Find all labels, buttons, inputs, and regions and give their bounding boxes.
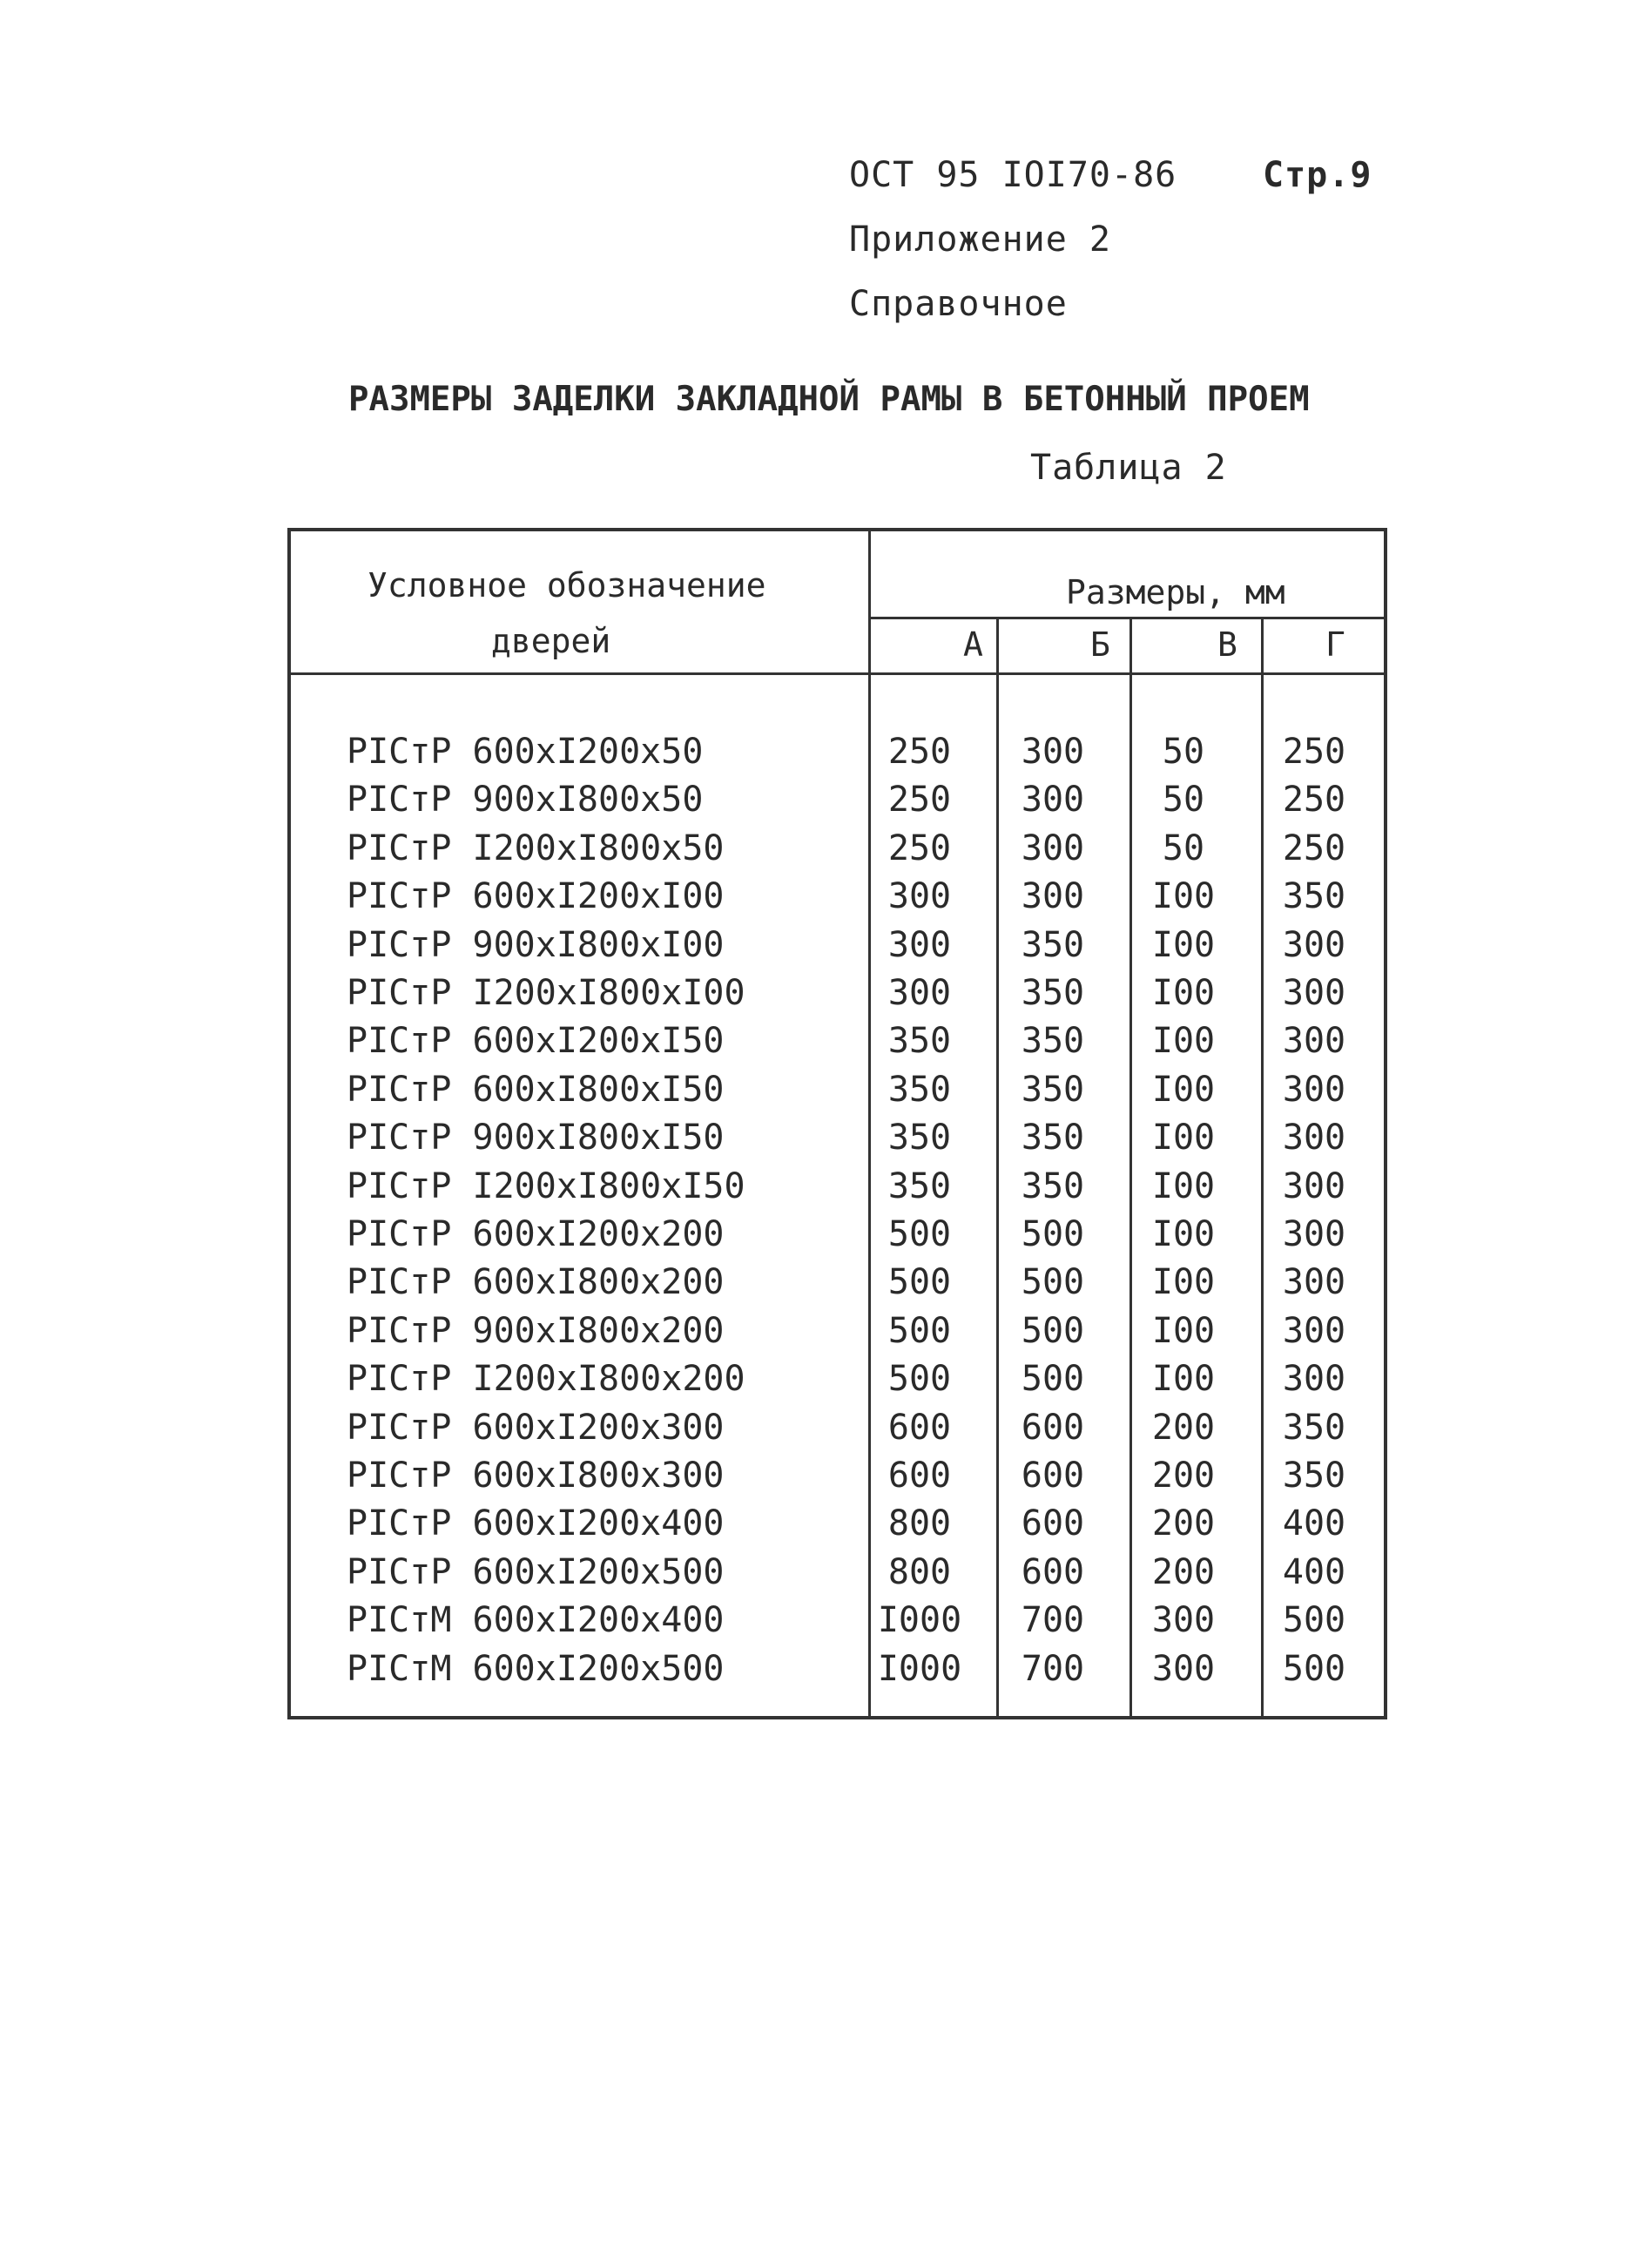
door-designation: PICтP 900xI800x50	[347, 780, 704, 821]
size-g-value: 350	[1282, 1407, 1346, 1448]
size-a-value: 500	[887, 1214, 952, 1254]
size-a-value: 250	[887, 780, 952, 821]
door-designation: PICтP 600xI800xI50	[347, 1069, 725, 1110]
designation-header: Условное обозначение	[367, 566, 766, 605]
size-a-value: 600	[887, 1407, 952, 1448]
size-b-value: 300	[1021, 876, 1085, 917]
size-v-value: 200	[1151, 1407, 1216, 1448]
column-header-g: Г	[1325, 625, 1345, 664]
size-g-value: 300	[1282, 1262, 1346, 1303]
size-g-value: 300	[1282, 1310, 1346, 1351]
size-v-value: 50	[1162, 780, 1205, 821]
size-a-value: I000	[877, 1600, 962, 1641]
size-v-value: 200	[1151, 1503, 1216, 1544]
size-b-value: 350	[1021, 1021, 1085, 1062]
size-b-value: 350	[1021, 924, 1085, 965]
size-a-value: 350	[887, 1118, 952, 1159]
size-b-value: 600	[1021, 1456, 1085, 1496]
size-b-value: 500	[1021, 1310, 1085, 1351]
size-g-value: 300	[1282, 973, 1346, 1013]
size-b-value: 500	[1021, 1262, 1085, 1303]
door-designation: PICтP 600xI200x400	[347, 1503, 725, 1544]
size-v-value: I00	[1151, 924, 1216, 965]
size-v-value: I00	[1151, 1118, 1216, 1159]
door-designation: PICтM 600xI200x400	[347, 1600, 725, 1641]
header-divider	[868, 617, 1384, 619]
size-v-value: 200	[1151, 1456, 1216, 1496]
door-designation: PICтP 600xI200x200	[347, 1214, 725, 1254]
size-g-value: 400	[1282, 1551, 1346, 1592]
size-b-value: 300	[1021, 780, 1085, 821]
size-v-value: I00	[1151, 973, 1216, 1013]
size-v-value: I00	[1151, 876, 1216, 917]
door-designation: PICтP I200xI800x200	[347, 1359, 745, 1400]
size-v-value: 300	[1151, 1600, 1216, 1641]
size-b-value: 350	[1021, 1069, 1085, 1110]
size-g-value: 350	[1282, 1456, 1346, 1496]
column-header-a: А	[963, 625, 983, 664]
column-divider	[996, 617, 999, 1716]
size-a-value: 350	[887, 1069, 952, 1110]
size-b-value: 600	[1021, 1407, 1085, 1448]
door-designation: PICтP 900xI800x200	[347, 1310, 725, 1351]
size-b-value: 500	[1021, 1359, 1085, 1400]
size-b-value: 600	[1021, 1551, 1085, 1592]
door-designation: PICтM 600xI200x500	[347, 1648, 725, 1689]
size-b-value: 350	[1021, 1118, 1085, 1159]
size-a-value: 300	[887, 924, 952, 965]
size-b-value: 300	[1021, 828, 1085, 868]
door-designation: PICтP I200xI800xI50	[347, 1165, 745, 1206]
size-a-value: 800	[887, 1503, 952, 1544]
size-a-value: 500	[887, 1262, 952, 1303]
size-g-value: 300	[1282, 1214, 1346, 1254]
size-g-value: 300	[1282, 1021, 1346, 1062]
door-designation: PICтP 600xI200x50	[347, 732, 704, 772]
door-designation: PICтP 600xI200xI50	[347, 1021, 725, 1062]
size-g-value: 300	[1282, 924, 1346, 965]
sizes-header: Размеры, мм	[1066, 573, 1285, 611]
door-designation: PICтP I200xI800xI00	[347, 973, 745, 1013]
door-designation: PICтP 600xI800x200	[347, 1262, 725, 1303]
size-g-value: 500	[1282, 1600, 1346, 1641]
size-a-value: 300	[887, 876, 952, 917]
size-g-value: 500	[1282, 1648, 1346, 1689]
size-v-value: 300	[1151, 1648, 1216, 1689]
dimensions-table	[287, 528, 1387, 1719]
size-a-value: 350	[887, 1165, 952, 1206]
size-v-value: 200	[1151, 1551, 1216, 1592]
size-v-value: I00	[1151, 1310, 1216, 1351]
size-v-value: I00	[1151, 1021, 1216, 1062]
size-v-value: I00	[1151, 1069, 1216, 1110]
size-g-value: 250	[1282, 732, 1346, 772]
designation-header-cont: дверей	[491, 622, 611, 660]
size-b-value: 700	[1021, 1648, 1085, 1689]
table-label: Таблица 2	[1030, 448, 1227, 488]
size-a-value: 300	[887, 973, 952, 1013]
size-v-value: I00	[1151, 1214, 1216, 1254]
size-g-value: 250	[1282, 780, 1346, 821]
column-header-b: Б	[1090, 625, 1110, 664]
page-number: Стр.9	[1263, 155, 1372, 195]
appendix-label: Приложение 2	[849, 220, 1111, 260]
size-v-value: I00	[1151, 1262, 1216, 1303]
size-b-value: 600	[1021, 1503, 1085, 1544]
door-designation: PICтP 600xI800x300	[347, 1456, 725, 1496]
door-designation: PICтP 900xI800xI50	[347, 1118, 725, 1159]
size-a-value: 350	[887, 1021, 952, 1062]
size-g-value: 300	[1282, 1069, 1346, 1110]
door-designation: PICтP 600xI200x500	[347, 1551, 725, 1592]
size-a-value: 500	[887, 1359, 952, 1400]
header-bottom-line	[291, 672, 1384, 675]
size-a-value: 800	[887, 1551, 952, 1592]
size-v-value: I00	[1151, 1359, 1216, 1400]
size-b-value: 300	[1021, 732, 1085, 772]
size-g-value: 300	[1282, 1359, 1346, 1400]
size-v-value: 50	[1162, 828, 1205, 868]
size-g-value: 350	[1282, 876, 1346, 917]
size-b-value: 350	[1021, 1165, 1085, 1206]
door-designation: PICтP I200xI800x50	[347, 828, 725, 868]
size-a-value: 250	[887, 732, 952, 772]
size-a-value: I000	[877, 1648, 962, 1689]
size-g-value: 400	[1282, 1503, 1346, 1544]
size-g-value: 300	[1282, 1165, 1346, 1206]
column-header-v: В	[1217, 625, 1237, 664]
size-b-value: 700	[1021, 1600, 1085, 1641]
size-a-value: 600	[887, 1456, 952, 1496]
size-a-value: 500	[887, 1310, 952, 1351]
door-designation: PICтP 600xI200xI00	[347, 876, 725, 917]
door-designation: PICтP 900xI800xI00	[347, 924, 725, 965]
document-code: ОСТ 95 IOI70-86	[849, 155, 1177, 195]
size-v-value: I00	[1151, 1165, 1216, 1206]
door-designation: PICтP 600xI200x300	[347, 1407, 725, 1448]
page-title: РАЗМЕРЫ ЗАДЕЛКИ ЗАКЛАДНОЙ РАМЫ В БЕТОННЫЙ ПРОЕМ	[348, 380, 1310, 419]
size-g-value: 250	[1282, 828, 1346, 868]
size-g-value: 300	[1282, 1118, 1346, 1159]
size-v-value: 50	[1162, 732, 1205, 772]
reference-label: Справочное	[849, 284, 1068, 324]
size-a-value: 250	[887, 828, 952, 868]
size-b-value: 350	[1021, 973, 1085, 1013]
size-b-value: 500	[1021, 1214, 1085, 1254]
